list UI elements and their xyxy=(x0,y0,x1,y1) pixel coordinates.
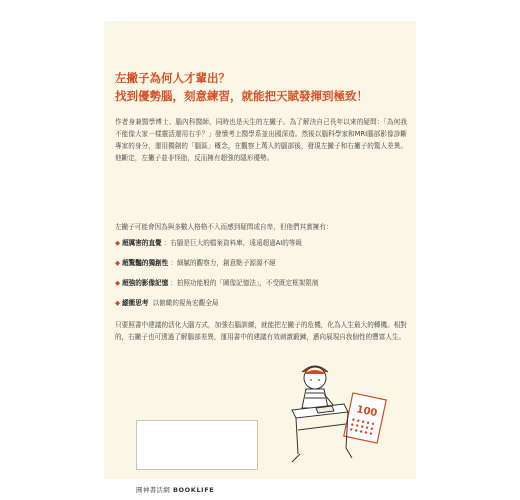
advantage-term: 超驚豔的獨創性 xyxy=(122,259,169,267)
advantage-desc: 拍照功能般的「圖像記憶法」，不受既定框架限制 xyxy=(176,279,319,287)
advantage-desc: 右腦是巨大的檔案資料庫，遠遠超過AI的等級 xyxy=(170,239,302,247)
advantage-item: ◆ 超厲害的直覺 ：右腦是巨大的檔案資料庫，遠遠超過AI的等級 xyxy=(115,239,302,247)
lead-paragraph: 左撇子可能會因為與多數人格格不入而感到疑問或自卑，但他們其實擁有： xyxy=(115,223,333,231)
advantage-term: 縱衝思考 xyxy=(122,299,149,307)
publisher-brand: BOOKLIFE xyxy=(173,486,215,494)
score-poster-icon xyxy=(344,393,386,443)
closing-paragraph: 只要照書中建議的活化大腦方式，加強右腦訓練，就能把左撇子的危機，化為人生最大的轉機。相對的，右撇子也可透過了解腦部差異，運用書中的建議有效刺激鍛鍊，邁向展現自我個性的豐富人生。 xyxy=(115,321,407,341)
publisher-logo xyxy=(136,485,214,494)
advantage-item: ◆ 超強的影像記憶 ：拍照功能般的「圖像記憶法」，不受既定框架限制 xyxy=(115,279,319,287)
poster-score-text: 100 xyxy=(355,404,379,420)
bullet-dot-icon: ◆ xyxy=(115,259,121,267)
advantage-item: ◆ 超驚豔的獨創性 ：細膩的觀察力，創意點子源源不絕 xyxy=(115,259,276,267)
advantage-desc: 以俯瞰的視角宏觀全局 xyxy=(152,299,219,307)
book-back-cover xyxy=(104,21,416,494)
kid-figure-icon xyxy=(302,366,334,409)
advantage-term: 超厲害的直覺 xyxy=(122,239,162,247)
advantage-desc: 細膩的觀察力，創意點子源源不絕 xyxy=(176,259,276,267)
barcode-area xyxy=(136,420,258,470)
desk-icon xyxy=(292,404,352,462)
headline-line-1: 左撇子為何人才輩出？ xyxy=(115,71,230,85)
headline xyxy=(115,69,405,105)
left-handed-kid-illustration xyxy=(282,358,392,470)
bullet-dot-icon: ◆ xyxy=(115,279,121,287)
publisher-name: 圓神書活網 xyxy=(136,486,170,494)
headline-line-2: 找到優勢腦，刻意練習，就能把天賦發揮到極致！ xyxy=(115,89,368,103)
bullet-dot-icon: ◆ xyxy=(115,299,121,307)
advantage-item xyxy=(115,298,407,308)
bullet-dot-icon: ◆ xyxy=(115,239,121,247)
intro-paragraph: 作者身兼醫學博士、腦內科醫師，同時也是天生的左撇子。為了解決自己長年以來的疑問：「為何我不能像大家一樣靈活運用右手？」發憤考上醫學系並出國深造。然後以腦科學家和MRI腦部影像診斷專家的身分，運用獨創的「腦區」概念，在觀察上萬人的腦部後，發現左撇子和右撇子的驚人差異。他斷定，左撇子並非怪胎，反而擁有超強的隱形優勢。 xyxy=(115,118,407,162)
advantage-term: 超強的影像記憶 xyxy=(122,279,169,287)
